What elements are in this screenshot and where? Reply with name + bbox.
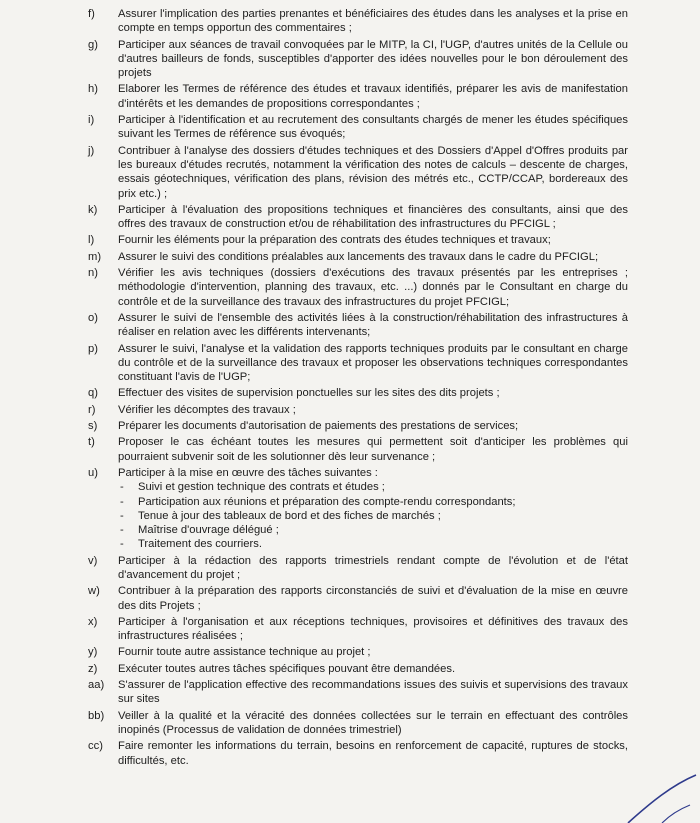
task-marker: l): [88, 234, 95, 247]
task-marker: t): [88, 436, 95, 449]
task-text: Contribuer à la préparation des rapports circonstanciés de suivi et d'évaluation de la mise en œuvre des dits Projets ;: [118, 585, 628, 612]
subtask-text: Tenue à jour des tableaux de bord et des fiches de marchés ;: [138, 509, 441, 522]
task-text: Participer à l'identification et au recrutement des consultants chargés de mener les études spécifiques suivant les Termes de référence sus évoqués;: [118, 114, 628, 141]
task-item: [88, 250, 628, 264]
task-marker: n): [88, 267, 98, 280]
task-item: [88, 144, 628, 201]
task-text: Participer à la mise en œuvre des tâches suivantes :: [118, 466, 378, 479]
task-item: [88, 203, 628, 232]
task-marker: i): [88, 114, 95, 127]
task-item: [88, 38, 628, 81]
dash-bullet: -: [120, 524, 124, 537]
task-list: [88, 7, 628, 770]
task-marker: o): [88, 311, 98, 324]
subtask-list: [118, 480, 628, 551]
task-item: [88, 739, 628, 768]
task-text: Participer aux séances de travail convoquées par le MITP, la CI, l'UGP, d'autres unités de la Cellule ou d'autres bailleurs de fonds, susceptibles d'apporter des idées nouvelles pour le bon déroulement des projets: [118, 38, 628, 80]
task-item: [88, 645, 628, 659]
dash-bullet: -: [120, 509, 124, 522]
task-item: [88, 435, 628, 464]
task-marker: p): [88, 342, 98, 355]
task-text: Assurer le suivi des conditions préalables aux lancements des travaux dans le cadre du PFCIGL;: [118, 250, 599, 263]
task-text: Assurer le suivi, l'analyse et la validation des rapports techniques produits par le consultant en charge du contrôle et de la surveillance des travaux et proposer les observations techniques correspondantes constituant l'avis de l'UGP;: [118, 342, 628, 384]
task-item: [88, 82, 628, 111]
task-item: [88, 584, 628, 613]
task-text: Assurer le suivi de l'ensemble des activités liées à la construction/réhabilitation des infrastructures à réaliser en relation avec les différents intervenants;: [118, 311, 628, 339]
task-text: Faire remonter les informations du terrain, besoins en renforcement de capacité, ruptures de stocks, difficultés, etc.: [118, 740, 628, 767]
subtask-item: [118, 480, 628, 494]
task-text: Vérifier les avis techniques (dossiers d'exécutions des travaux présentés par les entreprises ; méthodologie d'intervention, planning des travaux, etc. ...) donnés par le Consultant en charge du contrôle et de la surveillance des travaux des infrastructures du projet PFCIGL;: [118, 267, 628, 308]
task-item: [88, 113, 628, 142]
task-item: [88, 7, 628, 36]
subtask-text: Suivi et gestion technique des contrats et études ;: [138, 481, 385, 494]
task-marker: y): [88, 646, 98, 659]
subtask-text: Traitement des courriers.: [138, 538, 262, 551]
task-item: [88, 615, 628, 644]
task-item: [88, 266, 628, 309]
subtask-item: [118, 523, 628, 537]
subtask-item: [118, 495, 628, 509]
task-marker: r): [88, 403, 96, 416]
task-text: Effectuer des visites de supervision ponctuelles sur les sites des dits projets ;: [118, 387, 500, 400]
task-marker: x): [88, 615, 98, 628]
task-text: Fournir toute autre assistance technique au projet ;: [118, 646, 371, 659]
task-marker: g): [88, 38, 98, 51]
task-item: [88, 419, 628, 433]
subtask-item: [118, 509, 628, 523]
task-item: [88, 233, 628, 247]
task-item: [88, 662, 628, 676]
task-text: Elaborer les Termes de référence des études et travaux identifiés, préparer les avis de manifestation d'intérêts et les demandes de propositions correspondantes ;: [118, 83, 628, 110]
task-text: Assurer l'implication des parties prenantes et bénéficiaires des études dans les analyses et la prise en compte en temps opportun des commentaires ;: [118, 8, 628, 35]
task-marker: s): [88, 420, 98, 433]
signature-mark: [610, 773, 700, 823]
task-marker: bb): [88, 709, 105, 722]
task-marker: h): [88, 83, 98, 96]
task-text: Participer à la rédaction des rapports trimestriels rendant compte de l'évolution et de l'état d'avancement du projet ;: [118, 554, 628, 581]
task-text: Préparer les documents d'autorisation de paiements des prestations de services;: [118, 420, 519, 433]
task-marker: w): [88, 585, 100, 598]
task-text: Proposer le cas échéant toutes les mesures qui permettent soit d'anticiper les problèmes qui pourraient subvenir soit de les solutionner dès leur survenance ;: [118, 436, 628, 463]
task-item: [88, 311, 628, 340]
task-text: Participer à l'organisation et aux réceptions techniques, provisoires et définitives des travaux des infrastructures réalisées ;: [118, 615, 628, 643]
subtask-text: Participation aux réunions et préparation des compte-rendu correspondants;: [138, 495, 516, 508]
task-marker: z): [88, 662, 98, 675]
task-item: [88, 709, 628, 738]
task-item: [88, 403, 628, 417]
subtask-text: Maîtrise d'ouvrage délégué ;: [138, 524, 279, 537]
task-marker: f): [88, 8, 95, 20]
dash-bullet: -: [120, 481, 124, 494]
task-text: S'assurer de l'application effective des recommandations issues des suivis et supervisions des travaux sur sites: [118, 679, 628, 706]
task-text: Participer à l'évaluation des propositions techniques et financières des consultants, ainsi que des offres des travaux de construction et/ou de réhabilitation des infrastructures du PFCIGL ;: [118, 203, 628, 231]
dash-bullet: -: [120, 538, 124, 551]
task-item: [88, 554, 628, 583]
task-marker: u): [88, 466, 98, 479]
task-marker: j): [88, 144, 95, 157]
task-item: [88, 466, 628, 552]
task-marker: k): [88, 203, 98, 216]
task-text: Vérifier les décomptes des travaux ;: [118, 403, 296, 416]
task-text: Veiller à la qualité et la véracité des données collectées sur le terrain en effectuant des contrôles inopinés (Processus de validation de données trimestriel): [118, 709, 628, 736]
task-marker: v): [88, 554, 98, 567]
task-item: [88, 678, 628, 707]
task-text: Fournir les éléments pour la préparation des contrats des études techniques et travaux;: [118, 234, 551, 247]
task-marker: q): [88, 387, 98, 400]
task-marker: cc): [88, 740, 103, 753]
dash-bullet: -: [120, 495, 124, 508]
task-marker: m): [88, 250, 102, 263]
task-text: Contribuer à l'analyse des dossiers d'études techniques et des Dossiers d'Appel d'Offres produits par les bureaux d'études recrutés, notamment la vérification des notes de calculs – descente de charges, essais géotechniques, vérification des plans, révision des métrés etc., CCTP/CCAP, bordereaux des prix etc.) ;: [118, 144, 628, 200]
task-item: [88, 386, 628, 400]
subtask-item: [118, 537, 628, 551]
task-text: Exécuter toutes autres tâches spécifiques pouvant être demandées.: [118, 662, 456, 675]
task-marker: aa): [88, 679, 105, 692]
task-item: [88, 342, 628, 385]
